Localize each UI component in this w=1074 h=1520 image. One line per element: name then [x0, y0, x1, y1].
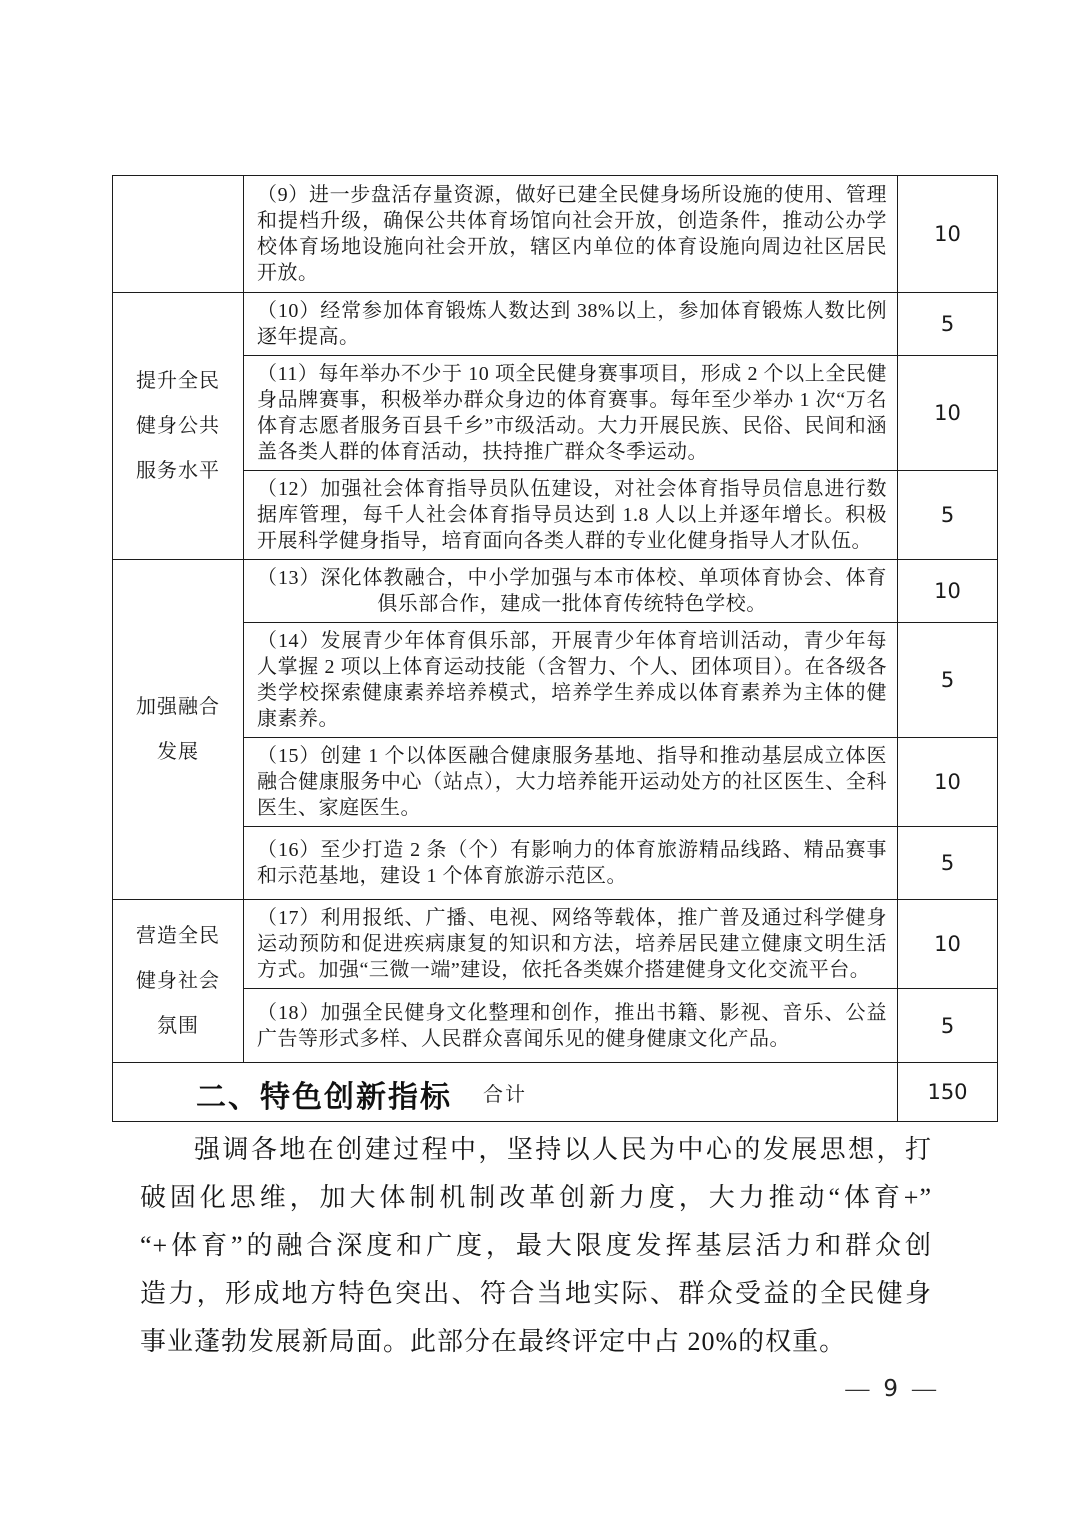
table-row [113, 471, 998, 560]
criterion-cell-9: （9）进一步盘活存量资源，做好已建全民健身场所设施的使用、管理和提档升级，确保公共体育场馆向社会开放，创造条件，推动公办学校体育场地设施向社会开放，辖区内单位的体育设施向周边社区居民开放。 [244, 176, 898, 293]
table-row [113, 176, 998, 293]
paragraph-line: 事业蓬勃发展新局面。此部分在最终评定中占 20%的权重。 [140, 1327, 847, 1356]
score-cell-9: 10 [898, 176, 998, 293]
criterion-cell-14: （14）发展青少年体育俱乐部，开展青少年体育培训活动，青少年每人掌握 2 项以上体育运动技能（含智力、个人、团体项目）。在各级各类学校探索健康素养培养模式，培养学生养成以体育素养为主体的健康素养。 [244, 623, 898, 738]
paragraph-line: 强调各地在创建过程中，坚持以人民为中心的发展思想，打 [194, 1135, 932, 1164]
body-paragraph [140, 1126, 932, 1366]
page-number-value: 9 [883, 1376, 898, 1402]
paragraph-line: 造力，形成地方特色突出、符合当地实际、群众受益的全民健身 [140, 1279, 932, 1308]
score-cell-10: 5 [898, 293, 998, 356]
table-row [113, 900, 998, 989]
criterion-cell-18: （18）加强全民健身文化整理和创作，推出书籍、影视、音乐、公益广告等形式多样、人民群众喜闻乐见的健身健康文化产品。 [244, 989, 898, 1063]
criterion-cell-13: （13）深化体教融合，中小学加强与本市体校、单项体育协会、体育俱乐部合作，建成一批体育传统特色学校。 [244, 560, 898, 623]
table-row [113, 738, 998, 827]
criterion-cell-17: （17）利用报纸、广播、电视、网络等载体，推广普及通过科学健身运动预防和促进疾病康复的知识和方法，培养居民建立健康文明生活方式。加强“三微一端”建设，依托各类媒介搭建健身文化交流平台。 [244, 900, 898, 989]
criterion-cell-15: （15）创建 1 个以体医融合健康服务基地、指导和推动基层成立体医融合健康服务中心（站点），大力培养能开运动处方的社区医生、全科医生、家庭医生。 [244, 738, 898, 827]
table-row [113, 560, 998, 623]
score-cell-13: 10 [898, 560, 998, 623]
score-cell-18: 5 [898, 989, 998, 1063]
score-cell-11: 10 [898, 356, 998, 471]
category-cell-integration: 加强融合发展 [113, 560, 244, 900]
paragraph-line: 破固化思维，加大体制机制改革创新力度，大力推动“体育+” [140, 1183, 932, 1212]
page-number-dash: — [912, 1376, 936, 1402]
page-number [790, 1376, 950, 1403]
section-heading: 二、特色创新指标 [196, 1081, 452, 1114]
score-cell-15: 10 [898, 738, 998, 827]
criterion-cell-12: （12）加强社会体育指导员队伍建设，对社会体育指导员信息进行数据库管理，每千人社会体育指导员达到 1.8 人以上并逐年增长。积极开展科学健身指导，培育面向各类人群的专业化健身指导人才队伍。 [244, 471, 898, 560]
table-row [113, 356, 998, 471]
total-score-cell: 150 [898, 1063, 998, 1122]
score-cell-14: 5 [898, 623, 998, 738]
total-label-cell: 合计 [113, 1063, 898, 1122]
score-cell-12: 5 [898, 471, 998, 560]
score-cell-17: 10 [898, 900, 998, 989]
indicator-score-table [112, 175, 998, 1122]
criterion-cell-11: （11）每年举办不少于 10 项全民健身赛事项目，形成 2 个以上全民健身品牌赛事，积极举办群众身边的体育赛事。每年至少举办 1 次“万名体育志愿者服务百县千乡”市级活动。大力开展民族、民俗、民间和涵盖各类人群的体育活动，扶持推广群众冬季运动。 [244, 356, 898, 471]
category-cell-public-service: 提升全民健身公共服务水平 [113, 293, 244, 560]
category-cell-atmosphere: 营造全民健身社会氛围 [113, 900, 244, 1063]
score-cell-16: 5 [898, 827, 998, 900]
page-number-dash: — [845, 1376, 870, 1402]
table-row [113, 827, 998, 900]
table-row [113, 989, 998, 1063]
criterion-cell-16: （16）至少打造 2 条（个）有影响力的体育旅游精品线路、精品赛事和示范基地，建设 1 个体育旅游示范区。 [244, 827, 898, 900]
table-row [113, 293, 998, 356]
paragraph-line: “+体育”的融合深度和广度，最大限度发挥基层活力和群众创 [140, 1231, 932, 1260]
table-row [113, 623, 998, 738]
criterion-cell-10: （10）经常参加体育锻炼人数达到 38%以上，参加体育锻炼人数比例逐年提高。 [244, 293, 898, 356]
category-cell-empty [113, 176, 244, 293]
